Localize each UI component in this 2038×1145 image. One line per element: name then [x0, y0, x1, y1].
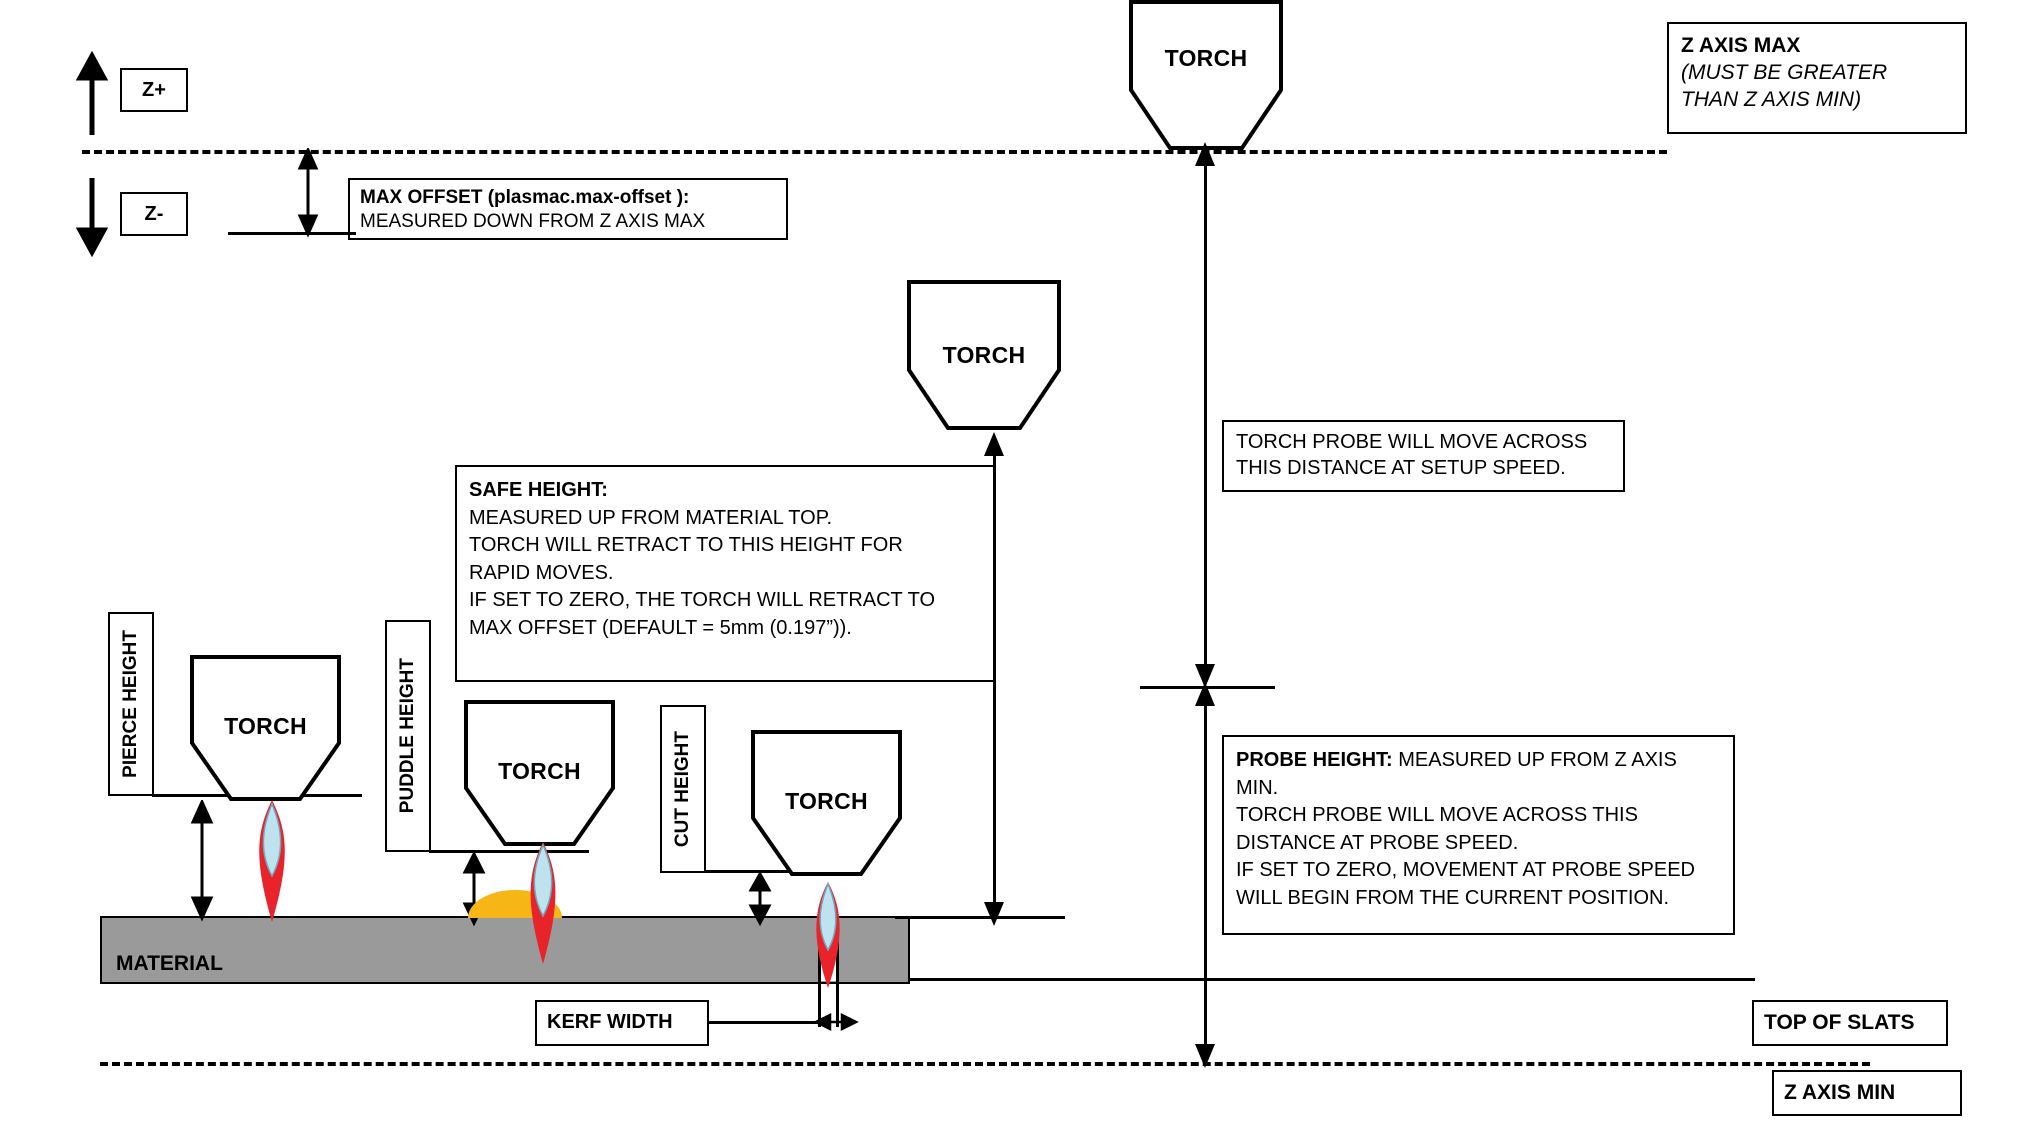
puddle-height-leader-line — [429, 850, 589, 853]
z-plus-label — [120, 68, 188, 112]
max-offset-callout — [348, 178, 788, 240]
cut-height-text: CUT HEIGHT — [672, 730, 693, 848]
z-axis-min-dashed-line — [100, 1062, 1870, 1066]
safe-height-callout — [455, 465, 995, 682]
pierce-height-text: PIERCE HEIGHT — [120, 630, 141, 778]
probe-height-line-5: IF SET TO ZERO, MOVEMENT AT PROBE SPEED — [1236, 859, 1695, 882]
material-block — [100, 916, 910, 984]
probe-height-title: PROBE HEIGHT: — [1236, 749, 1393, 771]
torch-at-puddle-height — [462, 700, 617, 848]
z-axis-min-callout — [1772, 1070, 1962, 1116]
torch-label: TORCH — [1164, 45, 1248, 71]
setup-speed-line-2: THIS DISTANCE AT SETUP SPEED. — [1236, 456, 1566, 479]
probe-height-line-3: TORCH PROBE WILL MOVE ACROSS THIS — [1236, 804, 1638, 827]
top-of-slats-callout — [1752, 1000, 1948, 1046]
safe-height-dimension-line — [993, 448, 996, 918]
probe-height-callout — [1222, 735, 1735, 935]
probe-travel-lower-line — [1204, 690, 1207, 1065]
torch-label: TORCH — [498, 758, 581, 784]
z-axis-max-note-2: THAN Z AXIS MIN) — [1681, 87, 1862, 111]
z-minus-arrow-head — [72, 200, 112, 260]
probe-travel-upper-arrow-top — [1186, 140, 1226, 180]
safe-height-line-5: MAX OFFSET (DEFAULT = 5mm (0.197”)). — [469, 616, 852, 639]
kerf-width-text: KERF WIDTH — [547, 1011, 673, 1034]
safe-height-arrow-down — [975, 888, 1015, 930]
safe-height-line-2: TORCH WILL RETRACT TO THIS HEIGHT FOR — [469, 534, 903, 557]
max-offset-dimension-arrow — [290, 148, 350, 238]
z-minus-label — [120, 192, 188, 236]
torch-label: TORCH — [942, 342, 1026, 368]
torch-at-cut-height — [749, 730, 904, 878]
safe-height-line-3: RAPID MOVES. — [469, 561, 614, 584]
probe-height-line-6: WILL BEGIN FROM THE CURRENT POSITION. — [1236, 886, 1670, 909]
torch-at-z-axis-max — [1127, 0, 1285, 152]
safe-height-line-1: MEASURED UP FROM MATERIAL TOP. — [469, 506, 833, 529]
setup-speed-line-1: TORCH PROBE WILL MOVE ACROSS — [1236, 431, 1588, 453]
puddle-flame — [521, 840, 565, 968]
probe-height-line-1: MEASURED UP FROM Z AXIS — [1392, 749, 1677, 771]
probe-travel-lower-arrow-bottom — [1186, 1030, 1226, 1072]
probe-height-line-2: MIN. — [1236, 776, 1279, 799]
max-offset-title: MAX OFFSET (plasmac.max-offset ): — [360, 187, 690, 208]
torch-at-pierce-height — [188, 655, 343, 803]
top-of-slats-text: TOP OF SLATS — [1764, 1010, 1915, 1034]
z-minus-text: Z- — [144, 202, 164, 225]
puddle-height-text: PUDDLE HEIGHT — [397, 658, 418, 814]
top-of-slats-line — [905, 978, 1755, 981]
torch-at-safe-height — [905, 280, 1063, 432]
kerf-width-callout — [535, 1000, 709, 1046]
max-offset-lower-line — [228, 232, 356, 235]
z-axis-min-text: Z AXIS MIN — [1784, 1080, 1896, 1104]
pierce-height-dimension-arrow — [182, 800, 222, 922]
probe-height-line-4: DISTANCE AT PROBE SPEED. — [1236, 831, 1519, 854]
torch-label: TORCH — [224, 713, 307, 739]
kerf-width-extension-right — [836, 981, 839, 1027]
z-plus-text: Z+ — [142, 78, 166, 101]
material-right-top-line — [905, 916, 1065, 919]
material-label: MATERIAL — [116, 952, 223, 975]
safe-height-arrow-up — [975, 430, 1015, 470]
max-offset-note: MEASURED DOWN FROM Z AXIS MAX — [360, 211, 706, 233]
setup-speed-callout — [1222, 420, 1625, 492]
z-axis-max-callout — [1667, 22, 1967, 134]
pierce-flame — [248, 798, 296, 926]
probe-travel-upper-line — [1204, 152, 1207, 682]
puddle-height-label — [385, 620, 431, 852]
probe-travel-lower-arrow-top — [1186, 680, 1226, 720]
pierce-height-label — [108, 612, 154, 796]
safe-height-line-4: IF SET TO ZERO, THE TORCH WILL RETRACT TO — [469, 589, 936, 612]
safe-height-title: SAFE HEIGHT: — [469, 479, 608, 501]
z-axis-max-title: Z AXIS MAX — [1681, 34, 1801, 57]
kerf-width-leader-line — [709, 1021, 819, 1024]
torch-label: TORCH — [785, 788, 868, 814]
kerf-width-extension-left — [818, 981, 821, 1027]
cut-flame — [806, 880, 850, 992]
cut-height-dimension-arrow — [740, 872, 780, 926]
cut-height-label — [660, 705, 706, 873]
z-axis-max-note-1: (MUST BE GREATER — [1681, 60, 1888, 84]
